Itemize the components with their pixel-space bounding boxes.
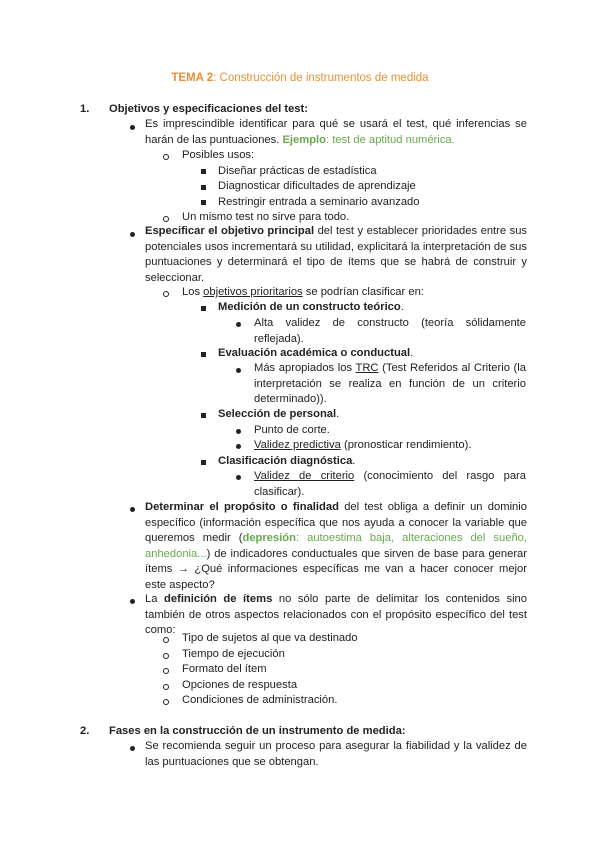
aspecto-item: Condiciones de administración. [182,694,338,706]
ring-bullet [163,653,169,659]
category-4-title [218,454,355,470]
category-4-text [254,469,526,500]
ring-bullet [163,154,169,160]
period: . [336,408,340,420]
category-4-title-text: Clasificación diagnóstica [218,455,353,467]
page-title [0,72,600,84]
bullet-dot [130,232,135,237]
square-bullet [201,200,206,205]
bullet-4-bold: definición de ítems [164,593,273,605]
section-1-bullet-1 [145,117,527,148]
mismo-test-text: Un mismo test no sirve para todo. [182,211,350,223]
section-2-heading [109,725,406,737]
bullet-dot [130,507,135,512]
square-bullet [201,169,206,174]
section-1-bullet-2 [145,224,527,286]
section-2-heading-colon: : [401,725,406,737]
aspecto-item: Tiempo de ejecución [182,648,285,660]
ring-bullet [163,699,169,705]
section-1-number: 1. [80,103,90,115]
validez-criterio: Validez de criterio [254,470,355,482]
example-label: Ejemplo [282,133,326,146]
ring-bullet [163,684,169,690]
section-2-bullet-1: Se recomienda seguir un proceso para asegurar la fiabilidad y la validez de las puntuaciones que se obtengan. [145,740,527,768]
bullet-dot [130,125,135,130]
section-1-heading [109,103,308,115]
bullet-dot [130,599,135,604]
title-label: TEMA 2 [171,72,214,84]
ring-bullet [163,637,169,643]
section-1-heading-text: Objetivos y especificaciones del test [109,103,305,115]
category-3-item: Punto de corte. [254,424,330,436]
category-2-post: (Test Referidos al Criterio (la interpretación se realiza en función de un criterio determinado)). [254,362,526,406]
ring-bullet [163,668,169,674]
section-2-number: 2. [80,725,90,737]
bullet-1-text: Es imprescindible identificar para qué se usará el test, qué inferencias se harán de las puntuaciones. [145,118,527,146]
example-text: : test de aptitud numérica. [325,133,455,146]
square-bullet [201,352,206,357]
objetivos-post: se podrían clasificar en: [302,286,424,298]
usos-label: Posibles usos: [182,149,255,161]
period: . [400,301,404,313]
category-2-text [254,361,526,408]
bullet-2-bold: Especificar el objetivo principal [145,225,315,237]
bullet-3-bold: Determinar el propósito o finalidad [145,501,339,513]
period: . [352,455,356,467]
objetivos-pre: Los [182,286,204,298]
bullet-4-pre: La [145,593,165,605]
objetivos-underlined: objetivos prioritarios [203,286,303,298]
objetivos-intro [182,285,424,301]
bullet-dot [130,746,135,751]
square-bullet [201,306,206,311]
aspecto-item: Formato del ítem [182,663,267,675]
depresion-label: depresión [242,532,296,545]
bullet-dot [236,322,241,327]
depresion-text: : autoestima baja, alteraciones del sueño, anhedonia... [145,532,527,560]
category-2-pre: Más apropiados los [254,362,356,374]
bullet-dot [236,429,241,434]
bullet-4-text: no sólo parte de delimitar los contenidos sino también de otros aspectos relacionados con el propósito específico del test como: [145,593,528,637]
bullet-dot [236,475,241,480]
category-3-validez [254,438,471,454]
category-2-title-text: Evaluación académica o conductual [218,347,411,359]
category-2-underlined: TRC [355,362,379,374]
uso-item: Diseñar prácticas de estadística [218,165,377,177]
ring-bullet [163,216,169,222]
example [282,134,454,146]
category-1-title [218,300,404,316]
aspecto-item: Opciones de respuesta [182,679,298,691]
validez-predictiva: Validez predictiva [254,439,341,451]
category-2-title [218,346,413,362]
category-3-title [218,407,339,423]
uso-item: Restringir entrada a seminario avanzado [218,196,420,208]
bullet-2-text: del test y establecer prioridades entre sus potenciales usos incrementará su utilidad, explicitará la interpretación de sus puntuaciones y determinará el tipo de ítems que se habrá de construir y seleccionar. [145,225,528,284]
category-3-title-text: Selección de personal [218,408,337,420]
bullet-3-text-2: ) de indicadores conductuales que sirven de base para generar ítems → ¿Qué informaciones específicas me van a hacer conocer mejor este aspecto? [145,547,527,591]
bullet-dot [236,444,241,449]
category-1-title-text: Medición de un constructo teórico [218,301,401,313]
period: . [410,347,414,359]
section-1-heading-colon: : [304,103,308,115]
uso-item: Diagnosticar dificultades de aprendizaje [218,180,416,192]
aspecto-item: Tipo de sujetos al que va destinado [182,632,358,644]
bullet-3-text-1: del test obliga a definir un dominio específico (información específica que nos ayuda a conocer la variable que queremos medir ( [145,501,527,545]
section-1-bullet-3 [145,500,527,594]
square-bullet [201,460,206,465]
validez-predictiva-post: (pronosticar rendimiento). [340,439,472,451]
ring-bullet [163,291,169,297]
square-bullet [201,413,206,418]
bullet-dot [236,368,241,373]
section-2-heading-text: Fases en la construcción de un instrumento de medida [109,725,402,737]
category-1-text: Alta validez de constructo (teoría sólidamente reflejada). [254,317,526,345]
title-text: : Construcción de instrumentos de medida [213,72,429,84]
square-bullet [201,185,206,190]
category-4-post: (conocimiento del rasgo para clasificar). [254,470,526,498]
